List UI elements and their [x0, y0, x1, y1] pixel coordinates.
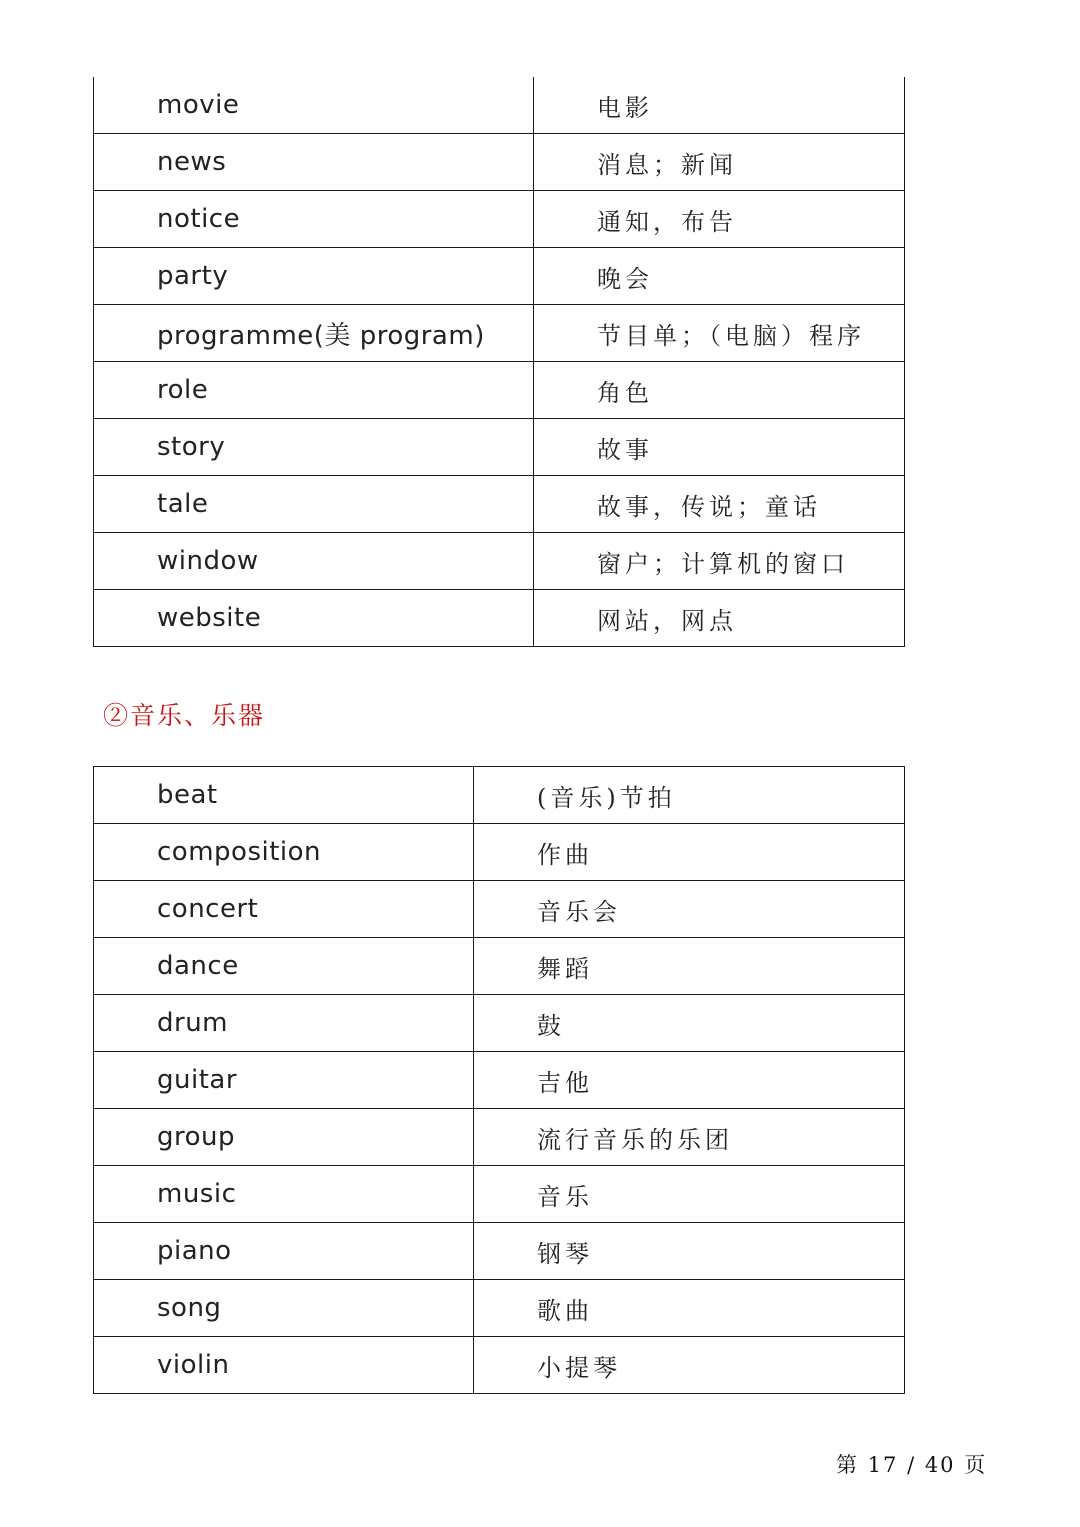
word-cell: website: [94, 590, 534, 647]
meaning-cell: 小提琴: [474, 1337, 905, 1394]
table-row: [94, 881, 905, 938]
word-cell: violin: [94, 1337, 474, 1394]
word-cell: guitar: [94, 1052, 474, 1109]
table-row: [94, 767, 905, 824]
meaning-cell: 晚会: [534, 248, 905, 305]
meaning-cell: 舞蹈: [474, 938, 905, 995]
meaning-cell: 作曲: [474, 824, 905, 881]
meaning-cell: 消息；新闻: [534, 134, 905, 191]
table-row: [94, 938, 905, 995]
meaning-cell: 流行音乐的乐团: [474, 1109, 905, 1166]
table-row: [94, 134, 905, 191]
word-cell: song: [94, 1280, 474, 1337]
word-cell: concert: [94, 881, 474, 938]
meaning-cell: 鼓: [474, 995, 905, 1052]
meaning-cell: 故事: [534, 419, 905, 476]
table-row: [94, 476, 905, 533]
page-number: 第 17 / 40 页: [836, 1453, 988, 1477]
word-cell: programme(美 program): [94, 305, 534, 362]
word-cell: window: [94, 533, 534, 590]
meaning-cell: 音乐会: [474, 881, 905, 938]
meaning-cell: 角色: [534, 362, 905, 419]
meaning-cell: 歌曲: [474, 1280, 905, 1337]
word-cell: beat: [94, 767, 474, 824]
table-row: [94, 1337, 905, 1394]
word-cell: piano: [94, 1223, 474, 1280]
meaning-cell: 窗户；计算机的窗口: [534, 533, 905, 590]
table-row: [94, 419, 905, 476]
meaning-cell: (音乐)节拍: [474, 767, 905, 824]
table-row: [94, 248, 905, 305]
word-cell: dance: [94, 938, 474, 995]
word-cell: composition: [94, 824, 474, 881]
table-row: [94, 1109, 905, 1166]
table-row: [94, 1052, 905, 1109]
table-row: [94, 590, 905, 647]
table-row: [94, 824, 905, 881]
meaning-cell: 吉他: [474, 1052, 905, 1109]
film-vocab-table: [93, 77, 905, 647]
music-vocab-table: [93, 766, 905, 1394]
meaning-cell: 网站，网点: [534, 590, 905, 647]
meaning-cell: 故事，传说；童话: [534, 476, 905, 533]
meaning-cell: 通知，布告: [534, 191, 905, 248]
word-cell: notice: [94, 191, 534, 248]
table-row: [94, 305, 905, 362]
meaning-cell: 电影: [534, 77, 905, 134]
word-cell: tale: [94, 476, 534, 533]
table-row: [94, 1166, 905, 1223]
table-row: [94, 191, 905, 248]
table-row: [94, 995, 905, 1052]
word-cell: news: [94, 134, 534, 191]
table-row: [94, 1223, 905, 1280]
meaning-cell: 节目单；（电脑）程序: [534, 305, 905, 362]
table-row: [94, 533, 905, 590]
word-cell: music: [94, 1166, 474, 1223]
word-cell: role: [94, 362, 534, 419]
table-row: [94, 362, 905, 419]
word-cell: drum: [94, 995, 474, 1052]
word-cell: group: [94, 1109, 474, 1166]
meaning-cell: 音乐: [474, 1166, 905, 1223]
table-row: [94, 77, 905, 134]
section-heading-music: ②音乐、乐器: [103, 701, 266, 730]
word-cell: party: [94, 248, 534, 305]
word-cell: story: [94, 419, 534, 476]
table-row: [94, 1280, 905, 1337]
meaning-cell: 钢琴: [474, 1223, 905, 1280]
word-cell: movie: [94, 77, 534, 134]
